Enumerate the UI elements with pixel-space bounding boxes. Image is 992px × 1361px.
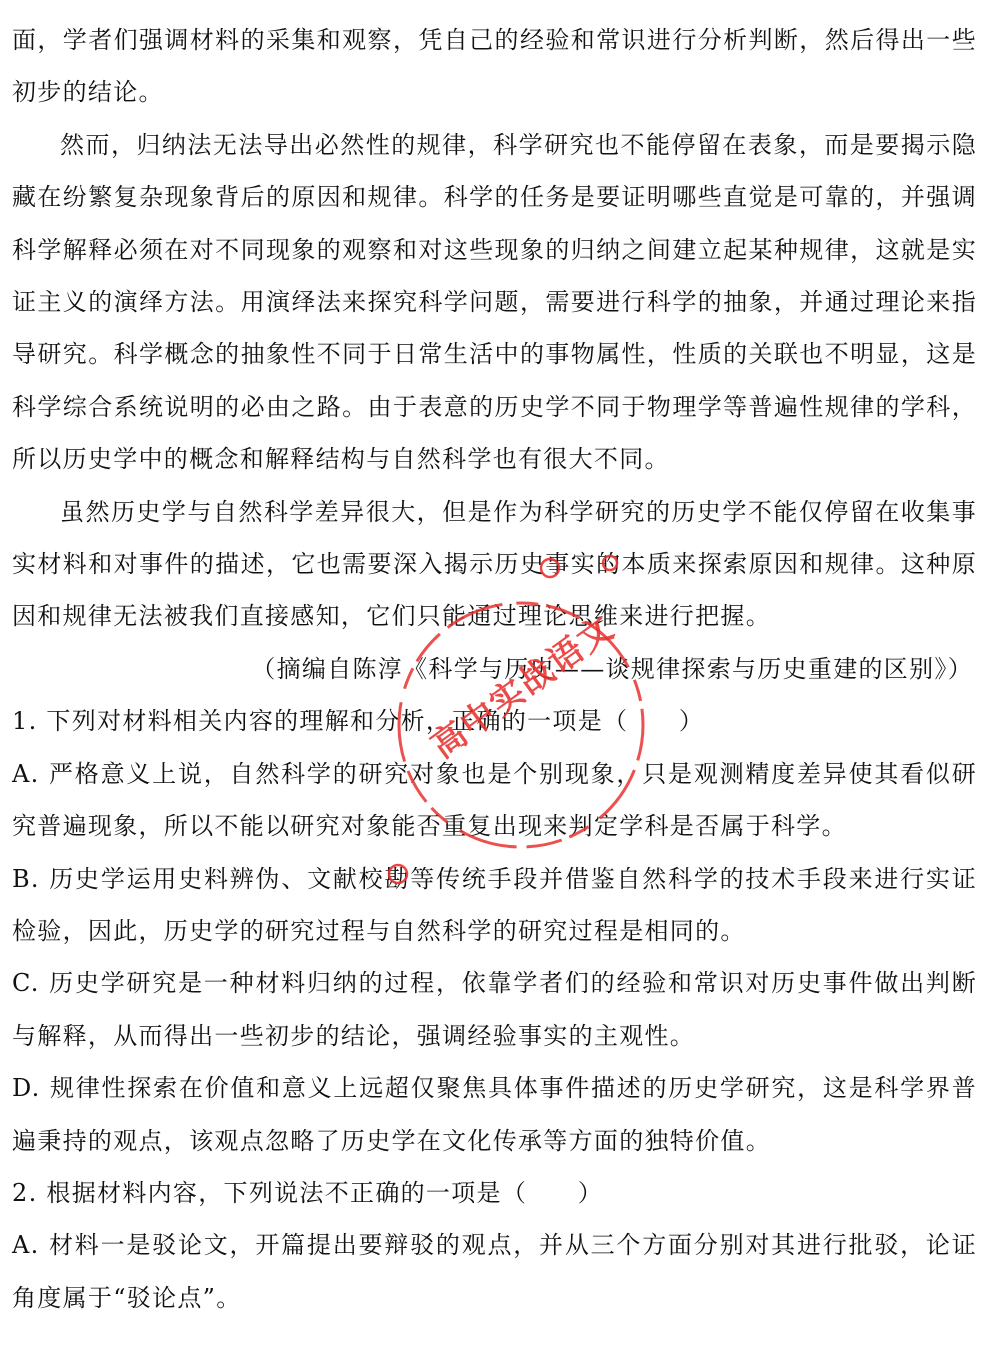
document-page xyxy=(12,14,977,1324)
option-d: D. 规律性探索在价值和意义上远超仅聚焦具体事件描述的历史学研究，这是科学界普遍秉持的观点，该观点忽略了历史学在文化传承等方面的独特价值。 xyxy=(12,1074,977,1155)
stamp-text: 高中实战语文 xyxy=(423,607,623,767)
option-c: C. 历史学研究是一种材料归纳的过程，依靠学者们的经验和常识对历史事件做出判断与解释，从而得出一些初步的结论，强调经验事实的主观性。 xyxy=(12,969,977,1050)
option-b: B. 历史学运用史料辨伪、文献校勘等传统手段并借鉴自然科学的技术手段来进行实证检验，因此，历史学的研究过程与自然科学的研究过程是相同的。 xyxy=(12,864,977,945)
passage-paragraph: 虽然历史学与自然科学差异很大，但是作为科学研究的历史学不能仅停留在收集事实材料和对事件的描述，它也需要深入揭示历史事实的本质来探索原因和规律。这种原因和规律无法被我们直接感知，它们只能通过理论思维来进行把握。 xyxy=(12,497,977,631)
passage-source: （摘编自陈淳《科学与历史——谈规律探索与历史重建的区别》） xyxy=(251,654,973,683)
option-a: A. 严格意义上说，自然科学的研究对象也是个别现象，只是观测精度差异使其看似研究普遍现象，所以不能以研究对象能否重复出现来判定学科是否属于科学。 xyxy=(12,759,977,841)
question-stem: 2. 根据材料内容，下列说法不正确的一项是（ ） xyxy=(12,1178,604,1207)
passage-paragraph: 面，学者们强调材料的采集和观察，凭自己的经验和常识进行分析判断，然后得出一些初步的结论。 xyxy=(12,26,977,107)
question-stem: 1. 下列对材料相关内容的理解和分析，正确的一项是（ ） xyxy=(12,707,705,736)
option-a: A. 材料一是驳论文，开篇提出要辩驳的观点，并从三个方面分别对其进行批驳，论证角度属于“驳论点”。 xyxy=(12,1231,977,1312)
passage-paragraph: 然而，归纳法无法导出必然性的规律，科学研究也不能停留在表象，而是要揭示隐藏在纷繁复杂现象背后的原因和规律。科学的任务是要证明哪些直觉是可靠的，并强调科学解释必须在对不同现象的观察和对这些现象的归纳之间建立起某种规律，这就是实证主义的演绎方法。用演绎法来探究科学问题，需要进行科学的抽象，并通过理论来指导研究。科学概念的抽象性不同于日常生活中的事物属性，性质的关联也不明显，这是科学综合系统说明的必由之路。由于表意的历史学不同于物理学等普遍性规律的学科，所以历史学中的概念和解释结构与自然科学也有很大不同。 xyxy=(12,130,977,474)
